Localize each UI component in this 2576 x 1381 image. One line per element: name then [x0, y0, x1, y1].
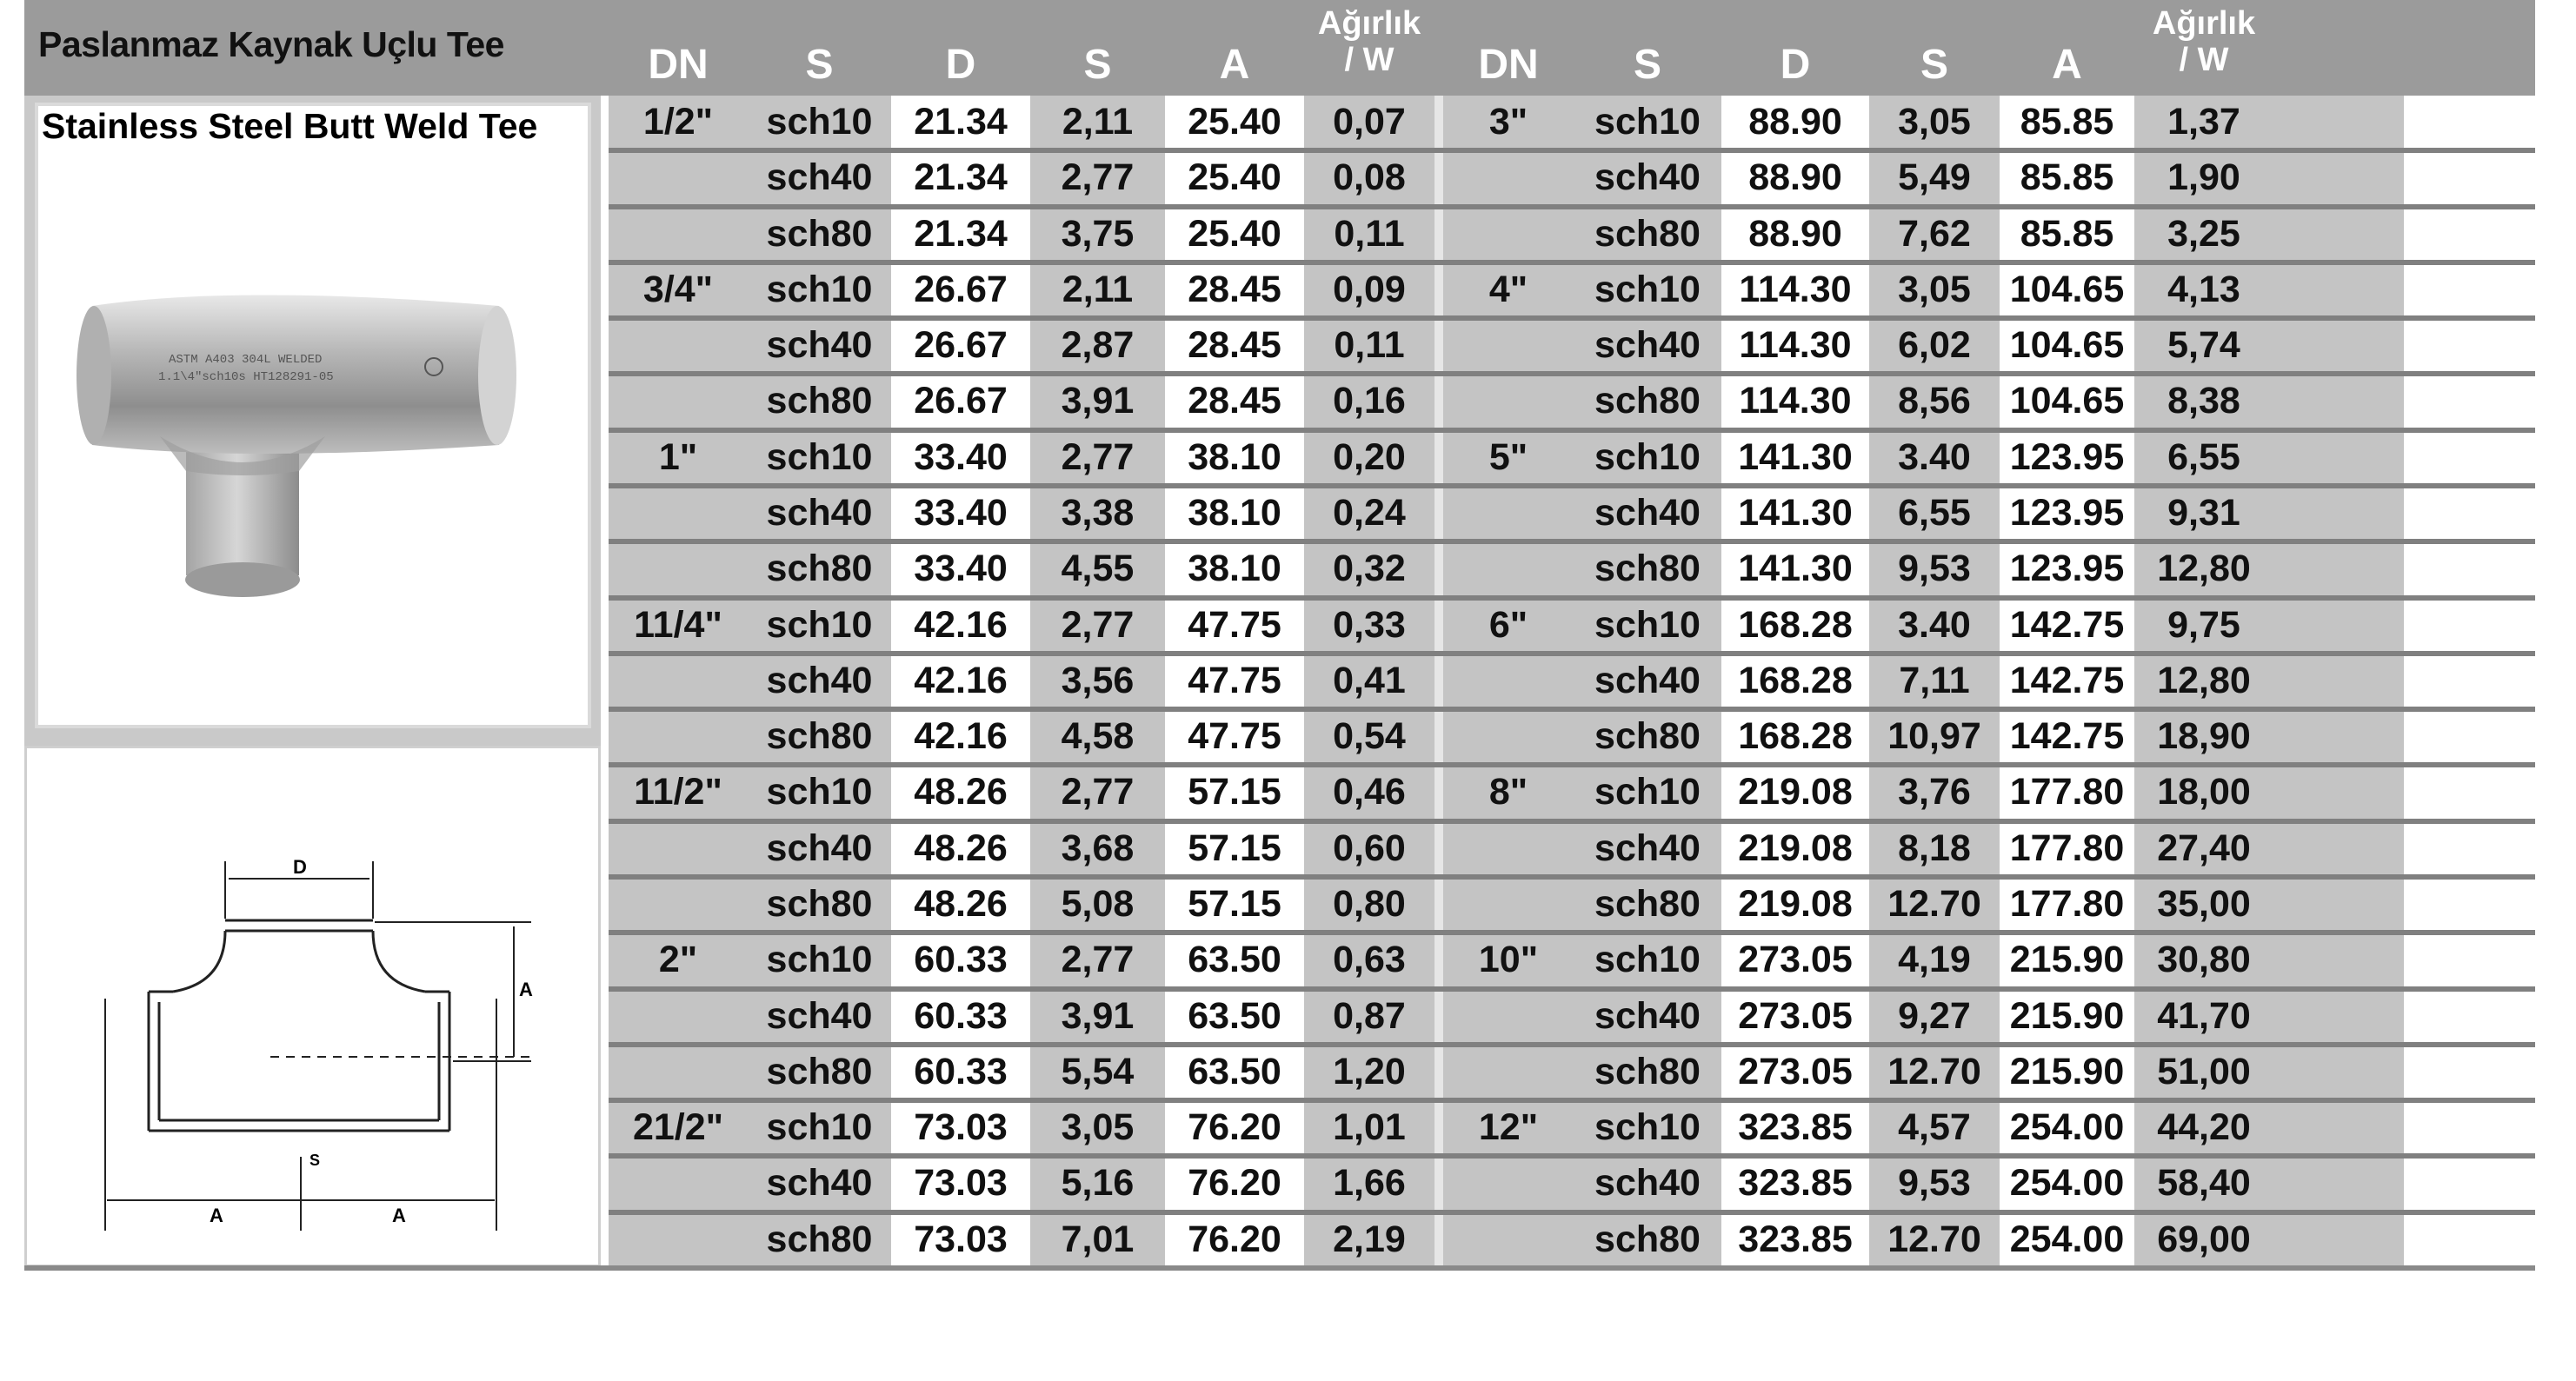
schedule-cell: sch10	[766, 770, 873, 813]
wall-thickness-cell: 3,38	[1061, 491, 1135, 534]
outer-diameter-cell: 323.85	[1738, 1105, 1853, 1148]
center-to-end-cell: 123.95	[2009, 491, 2125, 534]
dn-cell: 8"	[1488, 770, 1528, 813]
weight-cell: 0,08	[1333, 156, 1406, 198]
schedule-cell: sch10	[1594, 770, 1701, 813]
weight-cell: 0,11	[1334, 323, 1405, 366]
center-to-end-cell: 28.45	[1188, 323, 1281, 366]
schedule-cell: sch40	[1594, 827, 1701, 869]
wall-thickness-cell: 2,87	[1061, 323, 1135, 366]
outer-diameter-cell: 273.05	[1738, 938, 1853, 980]
center-to-end-cell: 215.90	[2009, 1050, 2125, 1092]
wall-thickness-cell: 5,54	[1061, 1050, 1135, 1092]
center-to-end-cell: 38.10	[1188, 491, 1281, 534]
schedule-cell: sch80	[1594, 1050, 1701, 1092]
outer-diameter-cell: 33.40	[914, 491, 1008, 534]
center-to-end-cell: 63.50	[1188, 1050, 1281, 1092]
schedule-cell: sch40	[1594, 323, 1701, 366]
dn-cell: 11/2"	[634, 770, 722, 813]
center-to-end-cell: 47.75	[1188, 603, 1281, 646]
weight-cell: 35,00	[2157, 882, 2251, 925]
drawing-label-a-left: A	[210, 1205, 223, 1226]
center-to-end-cell: 123.95	[2009, 435, 2125, 478]
dn-cell: 10"	[1478, 938, 1539, 980]
drawing-label-d: D	[293, 856, 307, 878]
outer-diameter-cell: 73.03	[914, 1105, 1008, 1148]
weight-cell: 0,54	[1333, 714, 1406, 757]
center-to-end-cell: 57.15	[1188, 770, 1281, 813]
weight-cell: 1,66	[1333, 1161, 1406, 1204]
weight-cell: 1,01	[1333, 1105, 1406, 1148]
schedule-cell: sch80	[1594, 547, 1701, 589]
center-to-end-cell: 142.75	[2009, 714, 2125, 757]
outer-diameter-cell: 48.26	[914, 882, 1008, 925]
title-turkish: Paslanmaz Kaynak Uçlu Tee	[38, 24, 504, 64]
outer-diameter-cell: 114.30	[1739, 268, 1852, 310]
outer-diameter-cell: 48.26	[914, 827, 1008, 869]
outer-diameter-cell: 323.85	[1738, 1161, 1853, 1204]
schedule-cell: sch40	[766, 156, 873, 198]
wall-thickness-cell: 3.40	[1898, 435, 1971, 478]
technical-drawing-box	[24, 746, 601, 1267]
column-header: D	[945, 42, 976, 88]
wall-thickness-cell: 3,05	[1061, 1105, 1135, 1148]
tee-photo	[38, 106, 588, 725]
schedule-cell: sch80	[1594, 1218, 1701, 1260]
outer-diameter-cell: 26.67	[914, 379, 1008, 422]
wall-thickness-cell: 8,18	[1898, 827, 1971, 869]
wall-thickness-cell: 2,77	[1061, 770, 1135, 813]
product-photo-box	[35, 103, 591, 728]
outer-diameter-cell: 21.34	[914, 100, 1008, 143]
outer-diameter-cell: 88.90	[1748, 212, 1842, 255]
drawing-label-a-vertical: A	[519, 979, 533, 1000]
wall-thickness-cell: 2,77	[1061, 603, 1135, 646]
center-to-end-cell: 123.95	[2009, 547, 2125, 589]
weight-cell: 8,38	[2167, 379, 2240, 422]
outer-diameter-cell: 168.28	[1738, 659, 1853, 701]
wall-thickness-cell: 3,91	[1061, 994, 1135, 1037]
wall-thickness-cell: 6,02	[1898, 323, 1971, 366]
tee-drawing	[27, 748, 598, 1265]
outer-diameter-cell: 219.08	[1738, 882, 1853, 925]
weight-cell: 1,37	[2167, 100, 2240, 143]
outer-diameter-cell: 42.16	[914, 659, 1008, 701]
outer-diameter-cell: 26.67	[914, 323, 1008, 366]
schedule-cell: sch40	[766, 994, 873, 1037]
outer-diameter-cell: 114.30	[1739, 323, 1852, 366]
center-to-end-cell: 38.10	[1188, 435, 1281, 478]
center-to-end-cell: 85.85	[2020, 212, 2114, 255]
schedule-cell: sch10	[1594, 268, 1701, 310]
dn-cell: 5"	[1488, 435, 1528, 478]
schedule-cell: sch10	[766, 938, 873, 980]
wall-thickness-cell: 12.70	[1887, 882, 1981, 925]
center-to-end-cell: 142.75	[2009, 659, 2125, 701]
dn-cell: 3"	[1488, 100, 1528, 143]
outer-diameter-cell: 48.26	[914, 770, 1008, 813]
column-background	[2273, 96, 2404, 1269]
wall-thickness-cell: 3,05	[1898, 100, 1971, 143]
column-header: DN	[648, 42, 709, 88]
wall-thickness-cell: 3.40	[1898, 603, 1971, 646]
wall-thickness-cell: 3,05	[1898, 268, 1971, 310]
schedule-cell: sch80	[1594, 212, 1701, 255]
wall-thickness-cell: 10,97	[1887, 714, 1981, 757]
outer-diameter-cell: 33.40	[914, 435, 1008, 478]
weight-cell: 41,70	[2157, 994, 2251, 1037]
drawing-label-a-right: A	[392, 1205, 406, 1226]
center-to-end-cell: 57.15	[1188, 827, 1281, 869]
dn-cell: 1/2"	[642, 100, 714, 143]
wall-thickness-cell: 12.70	[1887, 1050, 1981, 1092]
weight-cell: 0,16	[1333, 379, 1406, 422]
column-header: S	[1920, 42, 1948, 88]
schedule-cell: sch10	[1594, 100, 1701, 143]
table-bottom-border	[24, 1265, 2535, 1271]
weight-cell: 0,46	[1333, 770, 1406, 813]
dn-cell: 21/2"	[632, 1105, 724, 1148]
schedule-cell: sch40	[766, 1161, 873, 1204]
weight-cell: 0,41	[1333, 659, 1406, 701]
weight-cell: 0,60	[1333, 827, 1406, 869]
wall-thickness-cell: 9,53	[1898, 547, 1971, 589]
tee-stamp-2: 1.1\4"sch10s HT128291-05	[158, 370, 334, 384]
wall-thickness-cell: 5,49	[1898, 156, 1971, 198]
weight-cell: 9,75	[2167, 603, 2240, 646]
center-to-end-cell: 76.20	[1188, 1218, 1281, 1260]
weight-cell: 0,80	[1333, 882, 1406, 925]
wall-thickness-cell: 3,75	[1061, 212, 1135, 255]
center-to-end-cell: 63.50	[1188, 938, 1281, 980]
schedule-cell: sch10	[1594, 435, 1701, 478]
weight-cell: 2,19	[1333, 1218, 1406, 1260]
outer-diameter-cell: 219.08	[1738, 827, 1853, 869]
half-separator	[1434, 96, 1443, 1269]
outer-diameter-cell: 219.08	[1738, 770, 1853, 813]
schedule-cell: sch80	[766, 212, 873, 255]
center-to-end-cell: 25.40	[1188, 212, 1281, 255]
dn-cell: 3/4"	[642, 268, 714, 310]
schedule-cell: sch10	[766, 268, 873, 310]
column-header: D	[1780, 42, 1811, 88]
wall-thickness-cell: 7,62	[1898, 212, 1971, 255]
center-to-end-cell: 215.90	[2009, 994, 2125, 1037]
center-to-end-cell: 76.20	[1188, 1105, 1281, 1148]
column-header: S	[1083, 42, 1112, 88]
outer-diameter-cell: 88.90	[1748, 100, 1842, 143]
schedule-cell: sch40	[1594, 491, 1701, 534]
weight-cell: 4,13	[2167, 268, 2240, 310]
outer-diameter-cell: 21.34	[914, 212, 1008, 255]
outer-diameter-cell: 88.90	[1748, 156, 1842, 198]
center-to-end-cell: 254.00	[2009, 1105, 2125, 1148]
outer-diameter-cell: 60.33	[914, 1050, 1008, 1092]
schedule-cell: sch40	[1594, 1161, 1701, 1204]
center-to-end-cell: 177.80	[2009, 827, 2125, 869]
center-to-end-cell: 47.75	[1188, 714, 1281, 757]
schedule-cell: sch40	[1594, 994, 1701, 1037]
outer-diameter-cell: 273.05	[1738, 994, 1853, 1037]
schedule-cell: sch80	[1594, 882, 1701, 925]
schedule-cell: sch80	[1594, 714, 1701, 757]
outer-diameter-cell: 73.03	[914, 1161, 1008, 1204]
weight-cell: 0,07	[1333, 100, 1406, 143]
weight-cell: 0,32	[1333, 547, 1406, 589]
weight-cell: 27,40	[2157, 827, 2251, 869]
wall-thickness-cell: 2,11	[1062, 268, 1134, 310]
outer-diameter-cell: 42.16	[914, 714, 1008, 757]
center-to-end-cell: 76.20	[1188, 1161, 1281, 1204]
weight-cell: 58,40	[2157, 1161, 2251, 1204]
schedule-cell: sch40	[766, 323, 873, 366]
weight-cell: 1,20	[1333, 1050, 1406, 1092]
outer-diameter-cell: 141.30	[1738, 491, 1853, 534]
tee-stamp-1: ASTM A403 304L WELDED	[169, 353, 323, 367]
column-header: S	[1633, 42, 1661, 88]
weight-cell: 3,25	[2167, 212, 2240, 255]
center-to-end-cell: 25.40	[1188, 100, 1281, 143]
outer-diameter-cell: 168.28	[1738, 603, 1853, 646]
wall-thickness-cell: 2,77	[1061, 435, 1135, 478]
dn-cell: 2"	[658, 938, 698, 980]
outer-diameter-cell: 42.16	[914, 603, 1008, 646]
outer-diameter-cell: 26.67	[914, 268, 1008, 310]
schedule-cell: sch80	[766, 1050, 873, 1092]
schedule-cell: sch80	[766, 547, 873, 589]
dimension-table	[609, 96, 2535, 1269]
weight-cell: 0,09	[1333, 268, 1406, 310]
outer-diameter-cell: 168.28	[1738, 714, 1853, 757]
center-to-end-cell: 28.45	[1188, 268, 1281, 310]
wall-thickness-cell: 3,76	[1898, 770, 1971, 813]
wall-thickness-cell: 7,11	[1899, 659, 1970, 701]
weight-cell: 0,11	[1334, 212, 1405, 255]
center-to-end-cell: 142.75	[2009, 603, 2125, 646]
wall-thickness-cell: 3,91	[1061, 379, 1135, 422]
wall-thickness-cell: 6,55	[1898, 491, 1971, 534]
center-to-end-cell: 177.80	[2009, 770, 2125, 813]
center-to-end-cell: 47.75	[1188, 659, 1281, 701]
schedule-cell: sch10	[766, 603, 873, 646]
schedule-cell: sch10	[1594, 1105, 1701, 1148]
weight-cell: 0,33	[1333, 603, 1406, 646]
outer-diameter-cell: 73.03	[914, 1218, 1008, 1260]
schedule-cell: sch40	[766, 491, 873, 534]
column-header: Ağırlık / W	[2152, 5, 2256, 78]
weight-cell: 0,20	[1333, 435, 1406, 478]
wall-thickness-cell: 12.70	[1887, 1218, 1981, 1260]
center-to-end-cell: 85.85	[2020, 156, 2114, 198]
wall-thickness-cell: 4,55	[1061, 547, 1135, 589]
schedule-cell: sch10	[1594, 603, 1701, 646]
weight-cell: 18,00	[2157, 770, 2251, 813]
schedule-cell: sch80	[766, 379, 873, 422]
outer-diameter-cell: 33.40	[914, 547, 1008, 589]
wall-thickness-cell: 2,77	[1061, 938, 1135, 980]
wall-thickness-cell: 7,01	[1061, 1218, 1135, 1260]
center-to-end-cell: 254.00	[2009, 1218, 2125, 1260]
center-to-end-cell: 177.80	[2009, 882, 2125, 925]
column-header: Ağırlık / W	[1317, 5, 1421, 78]
weight-cell: 5,74	[2167, 323, 2240, 366]
schedule-cell: sch40	[766, 659, 873, 701]
dn-cell: 6"	[1488, 603, 1528, 646]
center-to-end-cell: 28.45	[1188, 379, 1281, 422]
column-header: S	[805, 42, 834, 88]
schedule-cell: sch40	[1594, 659, 1701, 701]
schedule-cell: sch80	[766, 714, 873, 757]
outer-diameter-cell: 60.33	[914, 938, 1008, 980]
drawing-label-s: S	[310, 1152, 321, 1169]
center-to-end-cell: 85.85	[2020, 100, 2114, 143]
dn-cell: 12"	[1478, 1105, 1539, 1148]
outer-diameter-cell: 141.30	[1738, 547, 1853, 589]
column-header: A	[2052, 42, 2082, 88]
wall-thickness-cell: 4,58	[1061, 714, 1135, 757]
center-to-end-cell: 215.90	[2009, 938, 2125, 980]
schedule-cell: sch10	[766, 435, 873, 478]
weight-cell: 51,00	[2157, 1050, 2251, 1092]
wall-thickness-cell: 3,68	[1061, 827, 1135, 869]
schedule-cell: sch80	[1594, 379, 1701, 422]
wall-thickness-cell: 4,19	[1898, 938, 1971, 980]
weight-cell: 12,80	[2157, 659, 2251, 701]
wall-thickness-cell: 9,53	[1898, 1161, 1971, 1204]
outer-diameter-cell: 21.34	[914, 156, 1008, 198]
weight-cell: 0,63	[1333, 938, 1406, 980]
schedule-cell: sch80	[766, 1218, 873, 1260]
weight-cell: 30,80	[2157, 938, 2251, 980]
outer-diameter-cell: 141.30	[1738, 435, 1853, 478]
outer-diameter-cell: 114.30	[1739, 379, 1852, 422]
weight-cell: 1,90	[2167, 156, 2240, 198]
wall-thickness-cell: 5,08	[1061, 882, 1135, 925]
outer-diameter-cell: 273.05	[1738, 1050, 1853, 1092]
outer-diameter-cell: 60.33	[914, 994, 1008, 1037]
schedule-cell: sch10	[766, 100, 873, 143]
dn-cell: 4"	[1488, 268, 1528, 310]
wall-thickness-cell: 5,16	[1061, 1161, 1135, 1204]
center-to-end-cell: 104.65	[2009, 323, 2125, 366]
outer-diameter-cell: 323.85	[1738, 1218, 1853, 1260]
weight-cell: 69,00	[2157, 1218, 2251, 1260]
column-header: A	[1219, 42, 1250, 88]
weight-cell: 44,20	[2157, 1105, 2251, 1148]
center-to-end-cell: 57.15	[1188, 882, 1281, 925]
center-to-end-cell: 104.65	[2009, 379, 2125, 422]
weight-cell: 6,55	[2167, 435, 2240, 478]
weight-cell: 12,80	[2157, 547, 2251, 589]
weight-cell: 0,24	[1333, 491, 1406, 534]
center-to-end-cell: 104.65	[2009, 268, 2125, 310]
weight-cell: 0,87	[1333, 994, 1406, 1037]
schedule-cell: sch40	[766, 827, 873, 869]
column-header: DN	[1478, 42, 1539, 88]
dn-cell: 11/4"	[634, 603, 722, 646]
wall-thickness-cell: 9,27	[1898, 994, 1971, 1037]
wall-thickness-cell: 2,77	[1061, 156, 1135, 198]
title-english: Stainless Steel Butt Weld Tee	[42, 106, 538, 146]
schedule-cell: sch80	[766, 882, 873, 925]
wall-thickness-cell: 8,56	[1898, 379, 1971, 422]
dn-cell: 1"	[658, 435, 698, 478]
wall-thickness-cell: 4,57	[1898, 1105, 1971, 1148]
center-to-end-cell: 38.10	[1188, 547, 1281, 589]
center-to-end-cell: 63.50	[1188, 994, 1281, 1037]
schedule-cell: sch40	[1594, 156, 1701, 198]
weight-cell: 18,90	[2157, 714, 2251, 757]
center-to-end-cell: 25.40	[1188, 156, 1281, 198]
wall-thickness-cell: 3,56	[1061, 659, 1135, 701]
wall-thickness-cell: 2,11	[1062, 100, 1134, 143]
weight-cell: 9,31	[2167, 491, 2240, 534]
column-background	[2404, 96, 2535, 1269]
schedule-cell: sch10	[766, 1105, 873, 1148]
schedule-cell: sch10	[1594, 938, 1701, 980]
center-to-end-cell: 254.00	[2009, 1161, 2125, 1204]
